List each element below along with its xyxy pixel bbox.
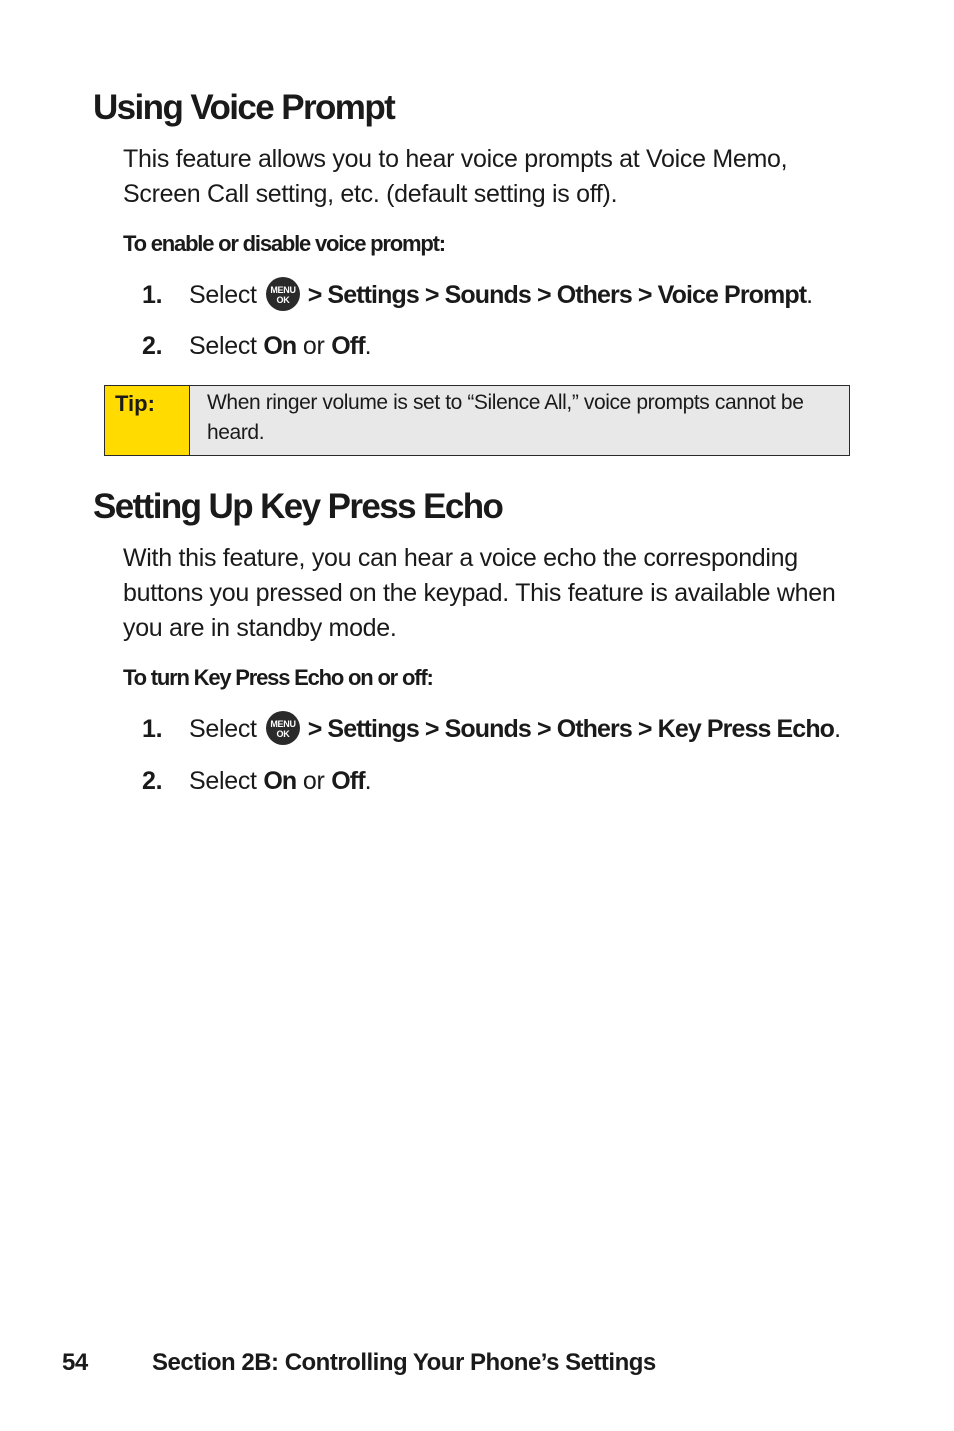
- key-press-echo-description: With this feature, you can hear a voice echo the corresponding buttons you pressed on the keypad. This feature is available when you are in standby mode.: [123, 544, 836, 642]
- step-prefix: Select: [189, 281, 257, 309]
- menu-icon-line2: OK: [276, 729, 290, 740]
- step-number: 2.: [142, 767, 163, 795]
- option-on: On: [263, 332, 297, 360]
- option-or: or: [302, 767, 325, 795]
- section-title: Section 2B: Controlling Your Phone’s Settings: [152, 1349, 656, 1376]
- step-period: .: [806, 281, 813, 309]
- step-prefix: Select: [189, 332, 257, 360]
- menu-icon-line1: MENU: [270, 285, 296, 296]
- step-prefix: Select: [189, 767, 257, 795]
- page-number: 54: [62, 1349, 88, 1376]
- option-off: Off: [331, 332, 365, 360]
- step-period: .: [364, 332, 372, 360]
- tip-box: [104, 385, 850, 456]
- tip-text: When ringer volume is set to “Silence All,” voice prompts cannot be heard.: [190, 386, 849, 455]
- key-press-echo-step-2: [142, 764, 371, 798]
- heading-using-voice-prompt: Using Voice Prompt: [93, 88, 395, 127]
- step-period: .: [834, 715, 841, 743]
- heading-key-press-echo: Setting Up Key Press Echo: [93, 487, 503, 526]
- option-on: On: [263, 767, 297, 795]
- voice-prompt-step-2: [142, 329, 371, 363]
- voice-prompt-description: This feature allows you to hear voice prompts at Voice Memo, Screen Call setting, etc. (default setting is off).: [123, 145, 788, 208]
- step-number: 2.: [142, 332, 163, 360]
- step-number: 1.: [142, 715, 163, 743]
- menu-icon-line1: MENU: [270, 719, 296, 730]
- voice-prompt-step-1: [142, 278, 813, 312]
- step-period: .: [364, 767, 372, 795]
- step-number: 1.: [142, 281, 163, 309]
- option-off: Off: [331, 767, 365, 795]
- key-press-echo-subheading: To turn Key Press Echo on or off:: [123, 665, 433, 690]
- menu-icon-line2: OK: [276, 295, 290, 306]
- option-or: or: [302, 332, 325, 360]
- step-prefix: Select: [189, 715, 257, 743]
- menu-ok-key-icon: [266, 711, 300, 745]
- tip-label: Tip:: [105, 386, 190, 455]
- menu-path: > Settings > Sounds > Others > Key Press Echo: [307, 715, 835, 743]
- key-press-echo-step-1: [142, 712, 841, 746]
- page-footer: [62, 1349, 656, 1377]
- voice-prompt-subheading: To enable or disable voice prompt:: [123, 231, 445, 256]
- menu-path: > Settings > Sounds > Others > Voice Prompt: [307, 281, 807, 309]
- menu-ok-key-icon: [266, 277, 300, 311]
